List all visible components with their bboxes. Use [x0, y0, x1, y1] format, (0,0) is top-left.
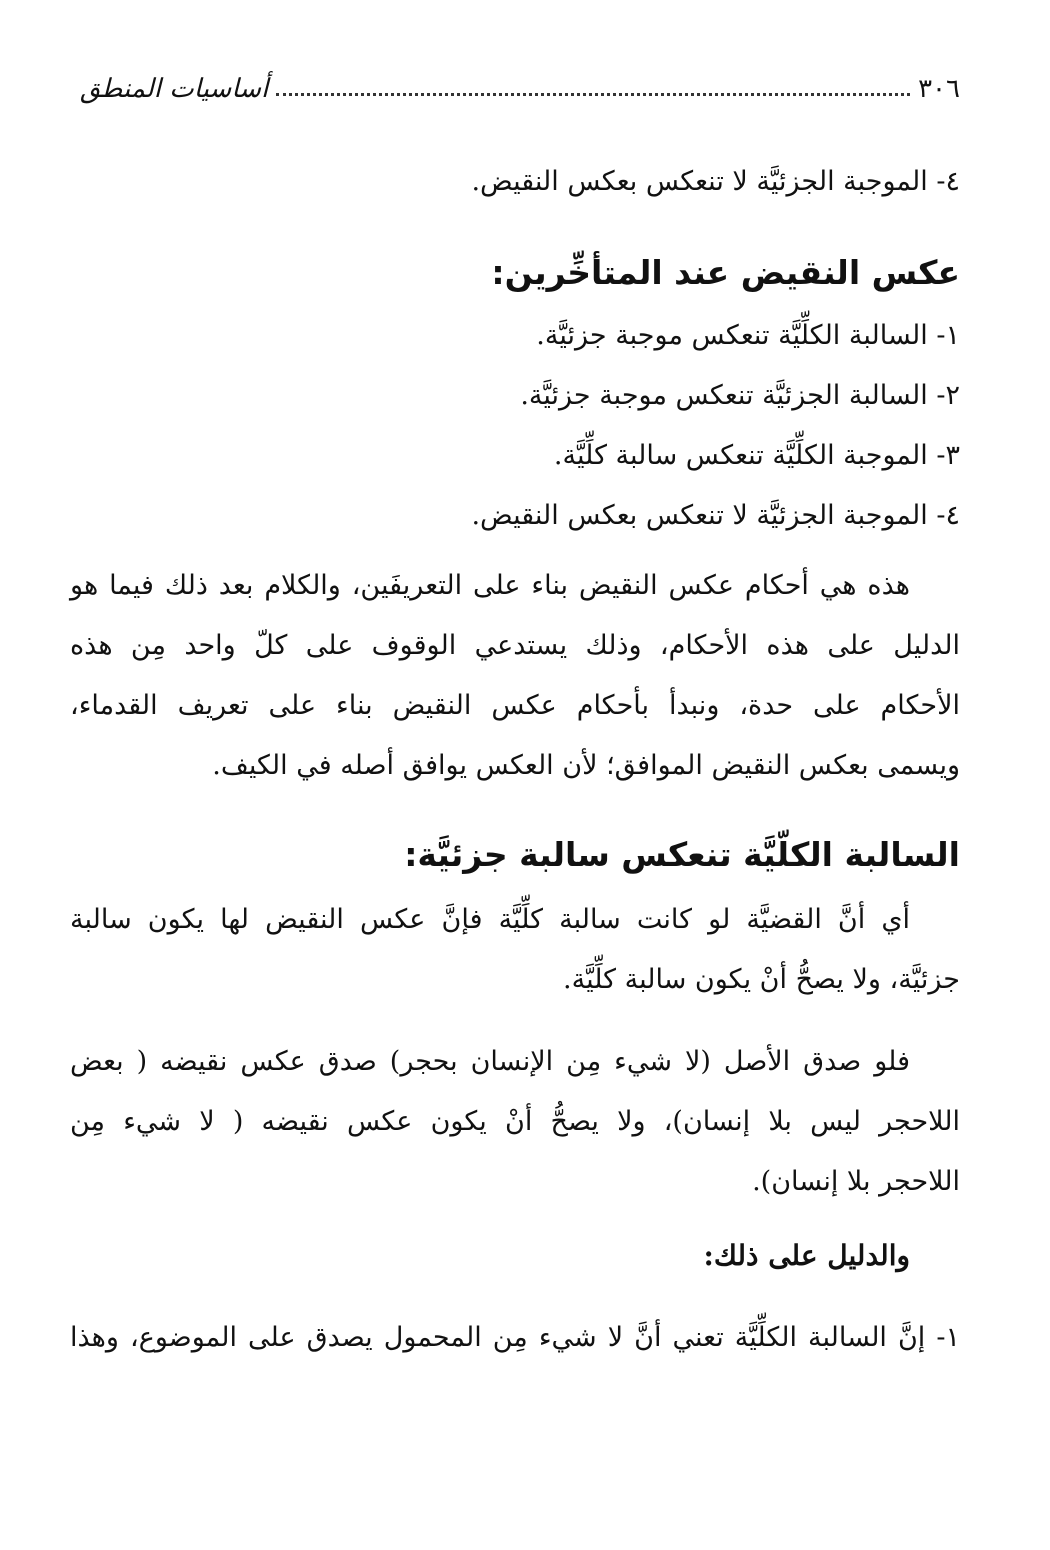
book-title: أساسيات المنطق — [80, 74, 269, 104]
page-number: ٣٠٦ — [918, 74, 960, 104]
body-paragraph — [70, 1308, 960, 1368]
list-item: ٣- الموجبة الكلِّيَّة تنعكس سالبة كلِّيَّة. — [553, 440, 960, 471]
paragraph-line: اللاحجر بلا إنسان). — [752, 1166, 960, 1197]
paragraph-line: جزئيَّة، ولا يصحُّ أنْ يكون سالبة كلِّيَّة. — [563, 964, 960, 995]
running-header — [80, 60, 960, 104]
paragraph-line: الدليل على هذه الأحكام، وذلك يستدعي الوقوف على كلّ واحد مِن هذه — [70, 630, 960, 661]
paragraph-line: ويسمى بعكس النقيض الموافق؛ لأن العكس يوافق أصله في الكيف. — [212, 750, 960, 781]
paragraph-line: فلو صدق الأصل (لا شيء مِن الإنسان بحجر) صدق عكس نقيضه ( بعض — [70, 1046, 910, 1077]
body-paragraph — [70, 890, 960, 1010]
paragraph-line: هذه هي أحكام عكس النقيض بناء على التعريفَين، والكلام بعد ذلك فيما هو — [70, 570, 910, 601]
paragraph-line: ١- إنَّ السالبة الكلِّيَّة تعني أنَّ لا شيء مِن المحمول يصدق على الموضوع، وهذا — [70, 1322, 960, 1353]
body-paragraph — [70, 1032, 960, 1212]
paragraph-line: اللاحجر ليس بلا إنسان)، ولا يصحُّ أنْ يكون عكس نقيضه ( لا شيء مِن — [70, 1106, 960, 1137]
rules-list — [70, 306, 960, 546]
list-item: ١- السالبة الكلِّيَّة تنعكس موجبة جزئيَّة. — [536, 320, 960, 351]
page-content — [70, 152, 960, 1368]
section-heading: عكس النقيض عند المتأخِّرين: — [491, 253, 960, 292]
section-heading: السالبة الكلّيَّة تنعكس سالبة جزئيَّة: — [404, 835, 960, 874]
list-item: ٢- السالبة الجزئيَّة تنعكس موجبة جزئيَّة. — [520, 380, 960, 411]
paragraph-line: أي أنَّ القضيَّة لو كانت سالبة كلِّيَّة فإنَّ عكس النقيض لها يكون سالبة — [70, 904, 910, 935]
proof-heading: والدليل على ذلك: — [703, 1239, 910, 1272]
paragraph-line: الأحكام على حدة، ونبدأ بأحكام عكس النقيض بناء على تعريف القدماء، — [70, 690, 960, 721]
header-dotted-leader — [276, 93, 910, 96]
body-paragraph — [70, 556, 960, 796]
list-item: ٤- الموجبة الجزئيَّة لا تنعكس بعكس النقيض. — [471, 166, 960, 197]
list-item: ٤- الموجبة الجزئيَّة لا تنعكس بعكس النقيض. — [471, 500, 960, 531]
